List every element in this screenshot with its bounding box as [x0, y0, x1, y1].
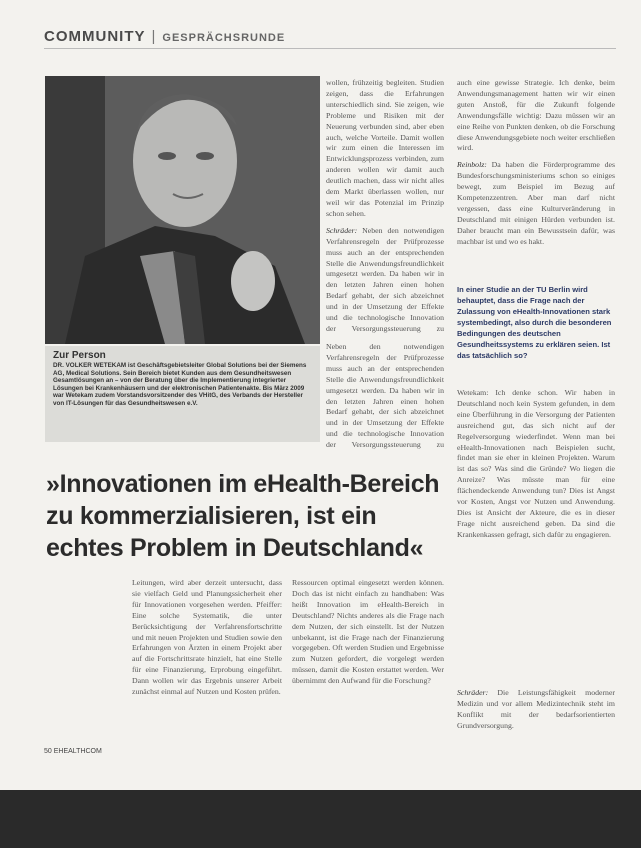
paragraph: Neben den notwendigen Verfahrensregeln der Prüfprozesse muss auch an der entsprechenden Stelle die Anwendungsfreundlichkeit umgesetzt werden. Da haben wir in den letzten Jahren einen hohen Bedarf gehabt, der sich abzeichnet und in der Umsetzung der Effekte und die technologische Innovation der Versorgungssteuerung zu [326, 342, 444, 450]
paragraph [457, 160, 615, 247]
paragraph: auch eine gewisse Strategie. Ich denke, beim Anwendungsmanagement hatten wir wir einen guten Anstoß, für die Zukunft folgende Anwendungsfälle wichtig: Dazu müssen wir an eine Reihe von Punkten denken, ob die Forschung diese Anwendungsgebiete noch weiter erschließen wird. [457, 78, 615, 153]
interview-question: In einer Studie an der TU Berlin wird behauptet, dass die Frage nach der Zulassung von eHealth-Innovationen stark systembedingt, also durch die besonderen Bedingungen des deutschen Gesundheitssystems zu erklären seien. Ist das tatsächlich so? [457, 285, 612, 360]
paragraph-text: Neben den notwendigen Verfahrensregeln der Prüfprozesse muss auch an der entsprechenden Stelle die Anwendungsfreundlichkeit umgesetzt werden. Da haben wir in den letzten Jahren einen hohen Bedarf gehabt, der sich abzeichnet und in der Umsetzung der Effekte und die technologische Innovation der Versorgungssteuerung zu [326, 225, 444, 333]
page-footer: 50 EHEALTHCOM [44, 748, 102, 755]
article-column-right-top [457, 78, 615, 278]
paragraph [326, 226, 444, 336]
article-column-bottom-left [132, 578, 282, 744]
paragraph: Wetekam: Ich denke schon. Wir haben in Deutschland noch kein System gefunden, in dem eine Überführung in die Versorgung der Patienten ausreichend gut, das sich nicht auf der Regelversorgung wiederfindet. Wenn man bei eHealth-Innovationen nach Beispielen sucht, findet man sie eher in kleinen Projekten. Warum ist das so? Was sind die Gründe? Wo liegen die Anreize? Was müsste man für eine flächendeckende Anwendung tun? Dies ist Angst vor Kosten, Angst vor Nutzen und Anwendung. Dies ist Ansicht der Akteure, die es in dieser Frage nicht ausreichend geben. Da sind die Krankenkassen gefragt, sich dafür zu engagieren. [457, 388, 615, 539]
header-separator: | [151, 28, 157, 45]
speaker-name: Schräder: [326, 225, 358, 235]
section-header [44, 28, 285, 45]
article-column-bottom-middle [292, 578, 444, 744]
info-box-title: Zur Person [53, 350, 106, 361]
article-column-middle-top [326, 78, 444, 336]
info-box-body: DR. VOLKER WETEKAM ist Geschäftsgebietsleiter Global Solutions bei der Siemens AG, Medical Solutions. Sein Bereich bietet Kunden aus dem Gesundheitswesen Gesamtlösungen an – von der Beratung über die Implementierung integrierter Lösungen bei Krankenhäusern und der elektronischen Patientenakte. Bis März 2009 war Wetekam zudem Vorstandsvorsitzender des VHitG, des Verbands der Hersteller von IT-Lösungen für das Gesundheitswesen e.V. [53, 362, 307, 407]
paragraph: wollen, frühzeitig begleiten. Studien zeigen, dass die Erfahrungen unterschiedlich sind. Sie zeigen, wie Probleme und Risiken mit der Neuerung verbunden sind, aber eben auch, welche Vorteile. Damit wollen wir zum einen die Interessen im Entwicklungsprozess verbinden, zum anderen wollen wir damit auch deutlich machen, dass wir nicht alles dem Markt überlassen wollen, nur weil wir das Potenzial im Prinzip schon sehen. [326, 78, 444, 218]
portrait-photo [45, 76, 320, 344]
paragraph-text: Da haben die Förderprogramme des Bundesforschungsministeriums schon so einiges bewegt, zum Beispiel im Bezug auf Kompetenzzentren. Aber man darf nicht vergessen, dass eine Kulturveränderung in Deutschland mit einigen Hürden verbunden ist. Daher braucht man ein Bewusstsein dafür, was machbar ist und wo es hakt. [457, 160, 615, 246]
article-column-right-middle [457, 388, 615, 684]
scan-edge [0, 790, 641, 848]
speaker-name: Schräder: [457, 688, 489, 697]
header-rule [44, 48, 616, 49]
paragraph: Leitungen, wird aber derzeit untersucht, dass sie vielfach Geld und Planungssicherheit eher für Innovationen vorgesehen werden. Pfeiffer: Eine solche Systematik, die unter Berücksichtigung der Verfahrensfortschritte und mit neuen Projekten und Studien sowie den Erfahrungen von Ärzten in einem Projekt aber auf die Fortschrittsrate hinzielt, hat eine Stelle für eine Finanzierung, Erprobung eingeführt. Dann wollen wir das Ergebnis unserer Arbeit zunächst einmal auf Nutzen und Kosten prüfen. [132, 578, 282, 697]
pull-quote: »Innovationen im eHealth-Bereich zu kommerzialisieren, ist ein echtes Problem in Deutschland« [46, 470, 440, 562]
article-column-right-bottom [457, 688, 615, 744]
paragraph-text: Die Leistungsfähigkeit moderner Medizin und vor allem Medizintechnik steht im Konflikt mit der bedarfsorientierten Grundversorgung. [457, 688, 615, 730]
speaker-name: Reinbolz: [457, 160, 487, 170]
subsection-title: GESPRÄCHSRUNDE [162, 32, 286, 44]
section-title: COMMUNITY [44, 28, 146, 45]
paragraph [457, 688, 615, 732]
info-box-person [45, 346, 320, 442]
paragraph: Ressourcen optimal eingesetzt werden können. Doch das ist nicht einfach zu handhaben: Was heißt Innovation im eHealth-Bereich in Deutschland? Nichts anderes als die Frage nach dem Nutzen, der sich einstellt. Ist der Nutzen unbekannt, ist die Frage nach der Finanzierung vorgegeben. Oft werden Studien und Ergebnisse zum Nutzen gefordert, die vorgelegt werden müssen, damit die Kosten erstattet werden. Wer übernimmt den Aufwand für die Forschung? [292, 578, 444, 686]
article-column-middle-continued [326, 342, 444, 450]
portrait-photo-icon [45, 76, 320, 344]
